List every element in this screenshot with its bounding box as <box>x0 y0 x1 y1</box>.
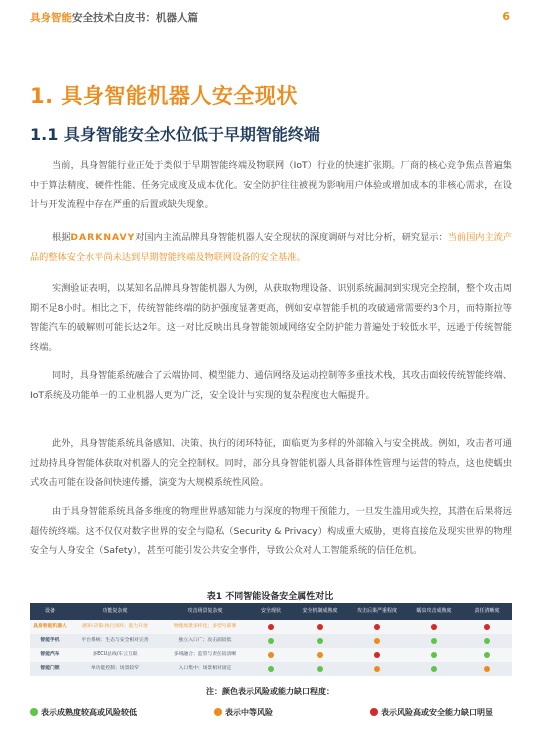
paragraph-1: 当前，具身智能行业正处于类似于早期智能终端及物联网（IoT）行业的快速扩张期。厂商的核心竞争焦点普遍集中于算法精度、硬件性能、任务完成度及成本优化。安全防护往往被视为影响用户体验或增加成本的非核心需求，在设计与开发流程中存在严重的后置或缺失现象。 <box>30 160 512 210</box>
red-status-dot-icon <box>374 652 380 658</box>
table-cell: 单功能控制；场景较窄 <box>91 666 139 671</box>
legend-label-green: 表示成熟度较高或风险较低 <box>41 708 137 717</box>
paragraph-2-highlight: 当前国内主流产品的整体安全水平尚未达到早期智能终端及物联网设备的安全基准。 <box>30 232 513 263</box>
page-header <box>30 10 510 26</box>
legend-label-orange: 表示中等风险 <box>225 708 273 717</box>
table-row <box>30 620 512 634</box>
table-header-cell: 蠕虫攻击成熟度 <box>416 608 452 614</box>
header-title-rest: 安全技术白皮书：机器人篇 <box>72 12 198 24</box>
green-status-dot-icon <box>317 638 323 644</box>
table-header-cell: 设备 <box>44 608 55 614</box>
table-cell: 感知-决策-执行闭环；能力开放 <box>82 624 148 629</box>
table-cell: 多ECU总线/车云互联 <box>92 652 138 657</box>
page-number: 6 <box>502 10 510 23</box>
table-cell: 具身智能机器人 <box>33 624 67 629</box>
green-status-dot-icon <box>484 652 490 658</box>
green-dot-icon <box>30 708 38 716</box>
orange-status-dot-icon <box>374 638 380 644</box>
table-cell: 物理场景多样化；多型号部署 <box>173 624 237 629</box>
green-status-dot-icon <box>431 666 437 672</box>
legend-item-red <box>370 707 493 721</box>
table-cell: 智能汽车 <box>40 652 60 657</box>
table-header-row <box>30 603 512 620</box>
table-title: 表1 不同智能设备安全属性对比 <box>206 592 334 602</box>
red-dot-icon <box>370 708 378 716</box>
green-status-dot-icon <box>317 666 323 672</box>
red-status-dot-icon <box>317 624 323 630</box>
paragraph-2-middle: 对国内主流品牌具身智能机器人安全现状的深度调研与对比分析，研究显示： <box>135 232 448 243</box>
paragraph-2 <box>30 228 512 267</box>
section-heading: 1. 具身智能机器人安全现状 <box>30 84 298 108</box>
red-status-dot-icon <box>268 624 274 630</box>
paragraph-4: 同时，具身智能系统融合了云端协同、模型能力、通信网络及运动控制等多重技术栈，其攻击面较传统智能终端、IoT系统及功能单一的工业机器人更为广泛，安全设计与实现的复杂程度也大幅提升。 <box>30 370 512 401</box>
paragraph-5: 此外，具身智能系统具备感知、决策、执行的闭环特征，面临更为多样的外部输入与安全挑战。例如，攻击者可通过劫持具身智能体获取对机器人的完全控制权。同时，部分具身智能机器人具备群体性管理与运营的特点，这也使蠕虫式攻击可能在设备间快速传播，演变为大规模系统性风险。 <box>30 438 512 488</box>
table-cell: 智能门锁 <box>40 666 60 671</box>
orange-status-dot-icon <box>268 652 274 658</box>
red-status-dot-icon <box>374 624 380 630</box>
header-title-highlight: 具身智能 <box>30 12 72 24</box>
paragraph-2-prefix: 根据 <box>52 232 71 243</box>
orange-status-dot-icon <box>374 666 380 672</box>
table-header-cell: 功能复杂度 <box>102 608 128 614</box>
table-cell: 独立入口广；攻击面较低 <box>178 638 232 643</box>
legend-label-red: 表示风险高或安全能力缺口明显 <box>381 708 493 717</box>
orange-status-dot-icon <box>317 652 323 658</box>
table-cell: 多域融合；监管与责任较清晰 <box>173 652 237 657</box>
green-status-dot-icon <box>268 638 274 644</box>
paragraph-6: 由于具身智能系统具备多维度的物理世界感知能力与深度的物理干预能力，一旦发生滥用或失控，其潜在后果将远超传统终端。这不仅仅对数字世界的安全与隐私（Security & Privacy）构成重大威胁，更将直接危及现实世界的物理安全与人身安全（Safety），甚至可能引发公共安全事件，导致公众对人工智能系统的信任危机。 <box>30 506 512 556</box>
table-cell: 入口集中；场景相对固定 <box>178 666 232 671</box>
legend-item-green <box>30 707 137 721</box>
orange-status-dot-icon <box>484 666 490 672</box>
paragraph-3: 实测验证表明，以某知名品牌具身智能机器人为例，从获取物理设备、识别系统漏洞到实现完全控制，整个攻击周期不足8小时。相比之下，传统智能终端的防护强度显著更高，例如安卓智能手机的攻破通常需要约3个月，而特斯拉等智能汽车的破解则可能长达2年。这一对比反映出具身智能领域网络安全防护能力普遍处于较低水平，远逊于传统智能终端。 <box>30 283 512 353</box>
table-header-cell: 安全现状 <box>260 608 281 614</box>
legend-item-orange <box>214 707 273 721</box>
table-header-cell: 攻击场景复杂度 <box>187 608 223 614</box>
header-title <box>30 10 198 25</box>
table-cell: 平台系统：生态与安全相对完善 <box>81 638 149 643</box>
green-status-dot-icon <box>484 638 490 644</box>
brand-logo-text: DARKNAVY <box>70 232 136 243</box>
table-row <box>30 662 512 676</box>
red-status-dot-icon <box>431 624 437 630</box>
orange-dot-icon <box>214 708 222 716</box>
table-header-cell: 攻击后果严重程度 <box>356 608 397 614</box>
green-status-dot-icon <box>268 666 274 672</box>
green-status-dot-icon <box>431 652 437 658</box>
table-row <box>30 648 512 662</box>
section-subheading: 1.1 具身智能安全水位低于早期智能终端 <box>30 125 320 144</box>
table-row <box>30 634 512 648</box>
comparison-table <box>30 603 512 676</box>
legend-note: 注：颜色表示风险或能力缺口程度： <box>206 687 334 696</box>
table-header-cell: 安全机制成熟度 <box>302 608 338 614</box>
table-header-cell: 责任清晰度 <box>474 608 500 614</box>
green-status-dot-icon <box>431 638 437 644</box>
red-status-dot-icon <box>484 624 490 630</box>
table-cell: 智能手机 <box>40 638 60 643</box>
